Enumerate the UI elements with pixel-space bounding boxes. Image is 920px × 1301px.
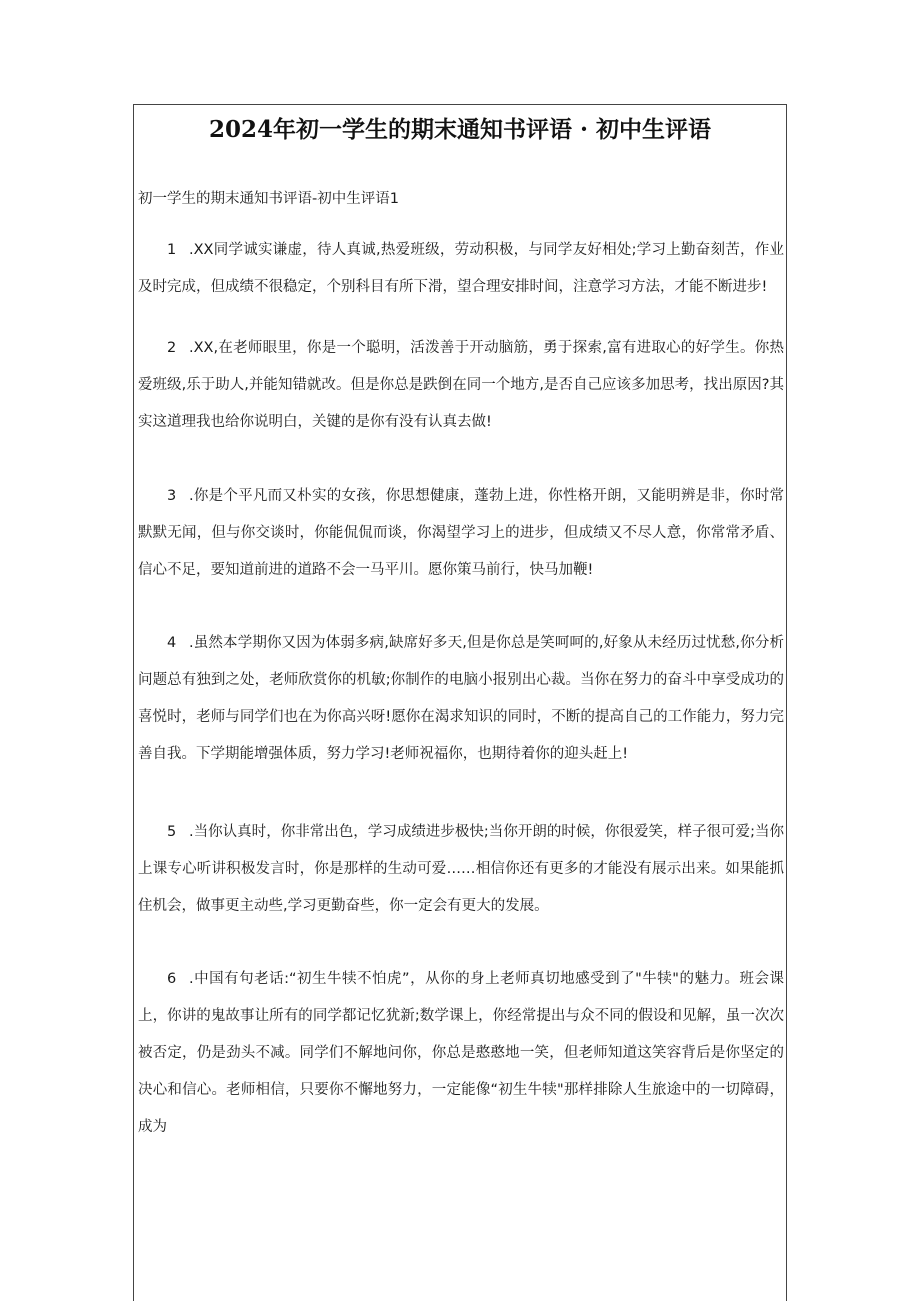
comment-number: 6: [167, 971, 177, 987]
comment-paragraph-3: [138, 478, 784, 589]
comment-paragraph-2: [138, 330, 784, 441]
comment-number: 5: [167, 824, 177, 840]
comment-text: .XX同学诚实谦虚，待人真诚,热爱班级，劳动积极，与同学友好相处;学习上勤奋刻苦，作业及时完成，但成绩不很稳定，个别科目有所下滑，望合理安排时间，注意学习方法，才能不断进步!: [138, 242, 784, 295]
comment-number: 3: [167, 488, 177, 504]
comment-number: 2: [167, 340, 177, 356]
comment-paragraph-4: [138, 625, 784, 773]
comment-number: 4: [167, 635, 177, 651]
comment-paragraph-5: [138, 814, 784, 925]
document-title: 2024年初一学生的期末通知书评语 · 初中生评语: [208, 116, 712, 143]
comment-text: .中国有句老话:“初生牛犊不怕虎”，从你的身上老师真切地感受到了"牛犊"的魅力。班会课上，你讲的鬼故事让所有的同学都记忆犹新;数学课上，你经常提出与众不同的假设和见解，虽一次次被否定，仍是劲头不减。同学们不解地问你，你总是憨憨地一笑，但老师知道这笑容背后是你坚定的决心和信心。老师相信，只要你不懈地努力，一定能像“初生牛犊"那样排除人生旅途中的一切障碍，成为: [138, 971, 784, 1135]
comment-text: .你是个平凡而又朴实的女孩，你思想健康，蓬勃上进，你性格开朗，又能明辨是非，你时常默默无闻，但与你交谈时，你能侃侃而谈，你渴望学习上的进步，但成绩又不尽人意，你常常矛盾、信心不足，要知道前进的道路不会一马平川。愿你策马前行，快马加鞭!: [138, 488, 784, 578]
comment-number: 1: [167, 242, 177, 258]
comment-paragraph-1: [138, 232, 784, 306]
comment-text: .虽然本学期你又因为体弱多病,缺席好多天,但是你总是笑呵呵的,好象从未经历过忧愁,你分析问题总有独到之处，老师欣赏你的机敏;你制作的电脑小报别出心裁。当你在努力的奋斗中享受成功的喜悦时，老师与同学们也在为你高兴呀!愿你在渴求知识的同时，不断的提高自己的工作能力，努力完善自我。下学期能增强体质，努力学习!老师祝福你，也期待着你的迎头赶上!: [138, 635, 784, 762]
comment-text: .XX,在老师眼里，你是一个聪明，活泼善于开动脑筋，勇于探索,富有进取心的好学生。你热爱班级,乐于助人,并能知错就改。但是你总是跌倒在同一个地方,是否自己应该多加思考，找出原因?其实这道理我也给你说明白，关键的是你有没有认真去做!: [138, 340, 784, 430]
comment-text: .当你认真时，你非常出色，学习成绩进步极快;当你开朗的时候，你很爱笑，样子很可爱;当你上课专心听讲积极发言时，你是那样的生动可爱……相信你还有更多的才能没有展示出来。如果能抓住机会，做事更主动些,学习更勤奋些，你一定会有更大的发展。: [138, 824, 784, 914]
document-subtitle: 初一学生的期末通知书评语-初中生评语1: [138, 191, 399, 207]
comment-paragraph-6: [138, 961, 784, 1146]
